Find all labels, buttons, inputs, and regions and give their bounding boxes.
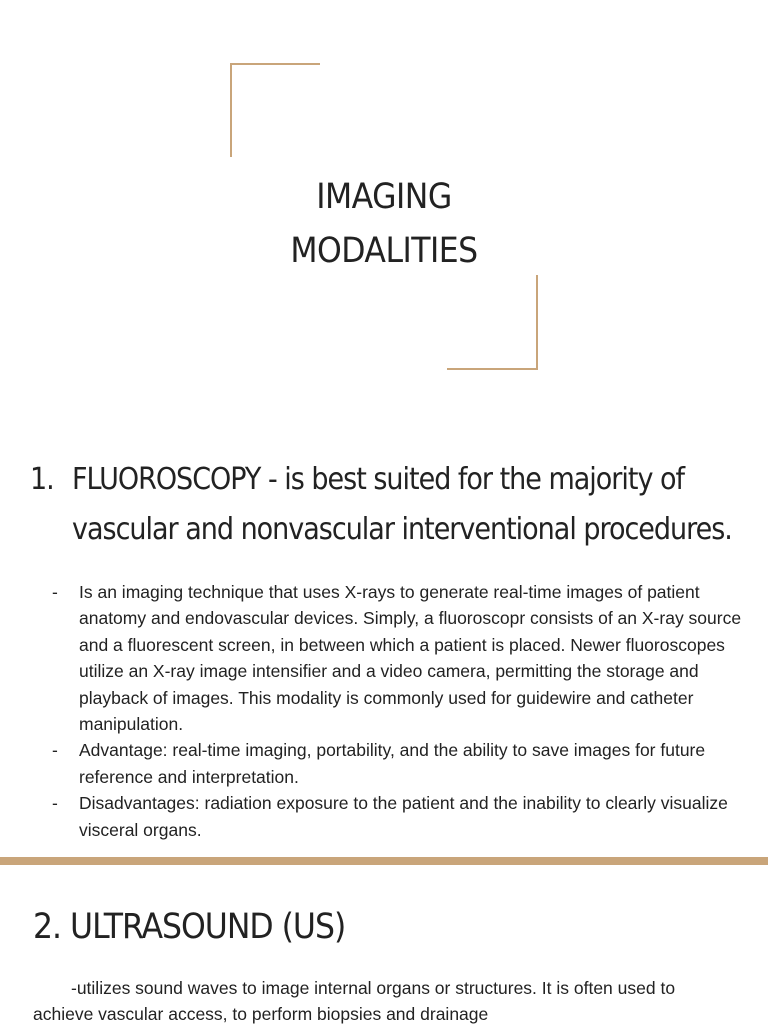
list-item xyxy=(52,737,742,790)
list-item xyxy=(52,579,742,737)
section-number: 1. xyxy=(30,462,54,497)
bullet-text: Disadvantages: radiation exposure to the patient and the inability to clearly visualize visceral organs. xyxy=(79,793,728,840)
page-title xyxy=(234,170,534,278)
fluoroscopy-section xyxy=(30,455,742,840)
ultrasound-paragraph: -utilizes sound waves to image internal organs or structures. It is often used to achieve vascular access, to perform biopsies and drainage xyxy=(33,978,676,1025)
section-heading-text: FLUOROSCOPY - is best suited for the majority of vascular and nonvascular interventional procedures. xyxy=(72,462,732,547)
bullet-marker: - xyxy=(52,793,58,814)
decorative-corner-top-left xyxy=(230,63,320,157)
fluoroscopy-heading xyxy=(30,455,740,555)
section-divider xyxy=(0,857,768,865)
title-line-1: IMAGING xyxy=(316,177,452,217)
title-line-2: MODALITIES xyxy=(290,231,478,271)
bullet-text: Advantage: real-time imaging, portability, and the ability to save images for future reference and interpretation. xyxy=(79,740,706,787)
ultrasound-heading: 2. ULTRASOUND (US) xyxy=(33,907,346,947)
bullet-marker: - xyxy=(52,740,58,761)
fluoroscopy-bullet-list xyxy=(52,579,742,843)
bullet-marker: - xyxy=(52,582,58,602)
decorative-corner-bottom-right xyxy=(447,275,538,370)
bullet-text: Is an imaging technique that uses X-rays to generate real-time images of patient anatomy and endovascular devices. Simply, a fluoroscopr consists of an X-ray source and a fluorescent screen, in between which a patient is placed. Newer fluoroscopes utilize an X-ray image intensifier and a video camera, permitting the storage and playback of images. This modality is commonly used for guidewire and catheter manipulation. xyxy=(79,582,742,735)
list-item xyxy=(52,790,742,843)
